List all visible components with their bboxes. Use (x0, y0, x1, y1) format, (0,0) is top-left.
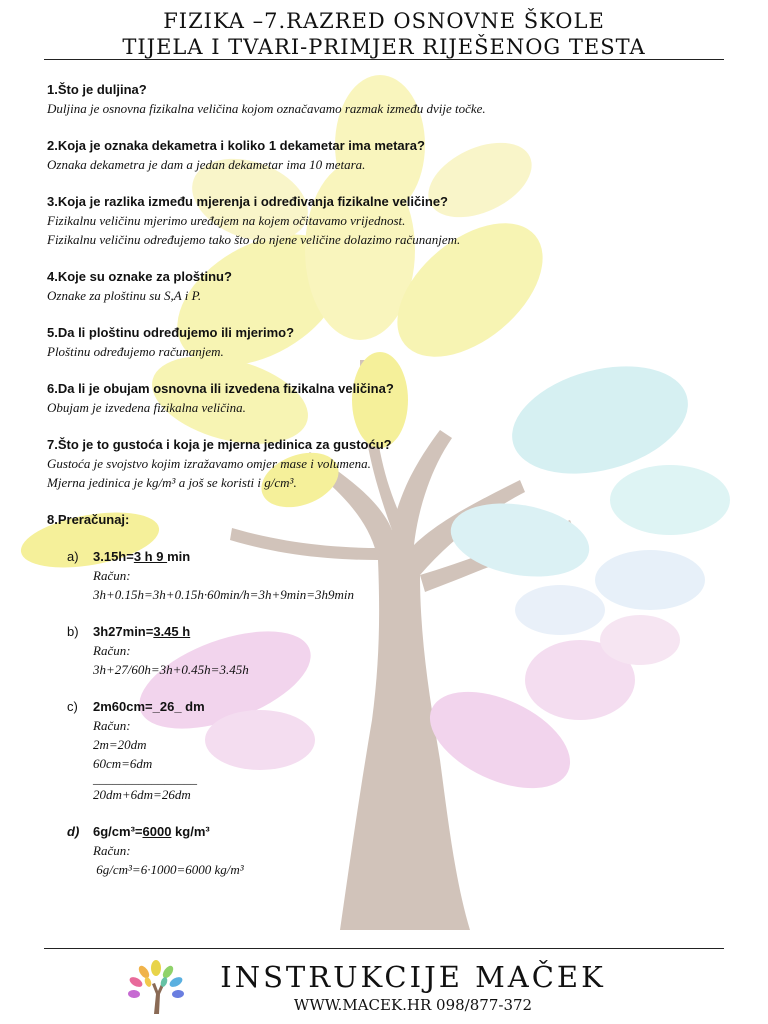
question-text: 5.Da li ploštinu određujemo ili mjerimo? (47, 325, 295, 340)
question-1 (47, 80, 727, 118)
task-answer: _26_ (152, 699, 182, 714)
task-expression: 6g/cm³= (93, 824, 143, 839)
footer-divider (44, 948, 724, 949)
task-expression: 3h27min= (93, 624, 154, 639)
question-text: 4.Koje su oznake za ploštinu? (47, 269, 232, 284)
task-label: a) (67, 549, 79, 564)
task-expression: 2m60cm= (93, 699, 153, 714)
answer-text: Obujam je izvedena fizikalna veličina. (47, 400, 246, 415)
footer-contact-info: WWW.MACEK.HR 098/877-372 (293, 996, 533, 1014)
question-text: 7.Što je to gustoća i koja je mjerna jedinica za gustoću? (47, 437, 392, 452)
task-c (67, 697, 727, 804)
answer-text: Oznake za ploštinu su S,A i P. (47, 288, 202, 303)
task-unit: kg/m³ (171, 824, 210, 839)
task-label: b) (67, 624, 79, 639)
question-text: 2.Koja je oznaka dekametra i koliko 1 dekametar ima metara? (47, 138, 425, 153)
work-line: Račun: (93, 568, 131, 583)
question-text: 1.Što je duljina? (47, 82, 147, 97)
conversion-tasks (67, 547, 727, 879)
answer-text: Fizikalnu veličinu određujemo tako što do njene veličine dolazimo računanjem. (47, 232, 461, 247)
answer-text: Mjerna jedinica je kg/m³ a još se koristi i g/cm³. (47, 475, 297, 490)
task-work (93, 641, 727, 679)
task-heading (67, 822, 727, 841)
task-heading (67, 697, 727, 716)
work-line: Račun: (93, 643, 131, 658)
question-6 (47, 379, 727, 417)
answer-text: Fizikalnu veličinu mjerimo uređajem na kojem očitavamo vrijednost. (47, 213, 406, 228)
answer-text: Gustoća je svojstvo kojim izražavamo omjer mase i volumena. (47, 456, 371, 471)
page-header (0, 8, 768, 60)
task-expression: 3.15h= (93, 549, 134, 564)
question-4 (47, 267, 727, 305)
task-b (67, 622, 727, 679)
task-label: d) (67, 824, 80, 839)
work-line: ________________ (93, 771, 197, 786)
header-title-line1: FIZIKA –7.RAZRED OSNOVNE ŠKOLE (163, 9, 605, 33)
footer-brand-name: INSTRUKCIJE MAČEK (220, 960, 606, 994)
header-divider (44, 59, 724, 60)
question-text: 8.Preračunaj: (47, 512, 130, 527)
task-unit: dm (181, 699, 205, 714)
task-unit: min (167, 549, 191, 564)
work-line: 2m=20dm (93, 737, 147, 752)
task-work (93, 841, 727, 879)
work-line: Račun: (93, 718, 131, 733)
question-3 (47, 192, 727, 249)
question-text: 3.Koja je razlika između mjerenja i određivanja fizikalne veličine? (47, 194, 448, 209)
task-work (93, 566, 727, 604)
work-line: 20dm+6dm=26dm (93, 787, 191, 802)
answer-text: Ploštinu određujemo računanjem. (47, 344, 224, 359)
question-2 (47, 136, 727, 174)
question-7 (47, 435, 727, 492)
task-answer: 3 h 9 (133, 549, 168, 564)
answer-text: Duljina je osnovna fizikalna veličina kojom označavamo razmak između dvije točke. (47, 101, 486, 116)
work-line: 6g/cm³=6·1000=6000 kg/m³ (93, 862, 244, 877)
task-answer: 6000 (142, 824, 172, 839)
question-5 (47, 323, 727, 361)
task-answer: 3.45 h (153, 624, 191, 639)
task-work (93, 716, 727, 804)
task-heading (67, 547, 727, 566)
task-heading (67, 622, 727, 641)
work-line: 3h+27/60h=3h+0.45h=3.45h (93, 662, 249, 677)
work-line: 3h+0.15h=3h+0.15h·60min/h=3h+9min=3h9min (93, 587, 354, 602)
task-d (67, 822, 727, 879)
question-8 (47, 510, 727, 529)
answer-text: Oznaka dekametra je dam a jedan dekametar ima 10 metara. (47, 157, 366, 172)
task-a (67, 547, 727, 604)
work-line: Račun: (93, 843, 131, 858)
task-label: c) (67, 699, 78, 714)
test-content (47, 80, 727, 897)
question-text: 6.Da li je obujam osnovna ili izvedena fizikalna veličina? (47, 381, 394, 396)
header-title-line2: TIJELA I TVARI-PRIMJER RIJEŠENOG TESTA (122, 35, 646, 59)
work-line: 60cm=6dm (93, 756, 153, 771)
tree-logo-icon (124, 958, 188, 1016)
